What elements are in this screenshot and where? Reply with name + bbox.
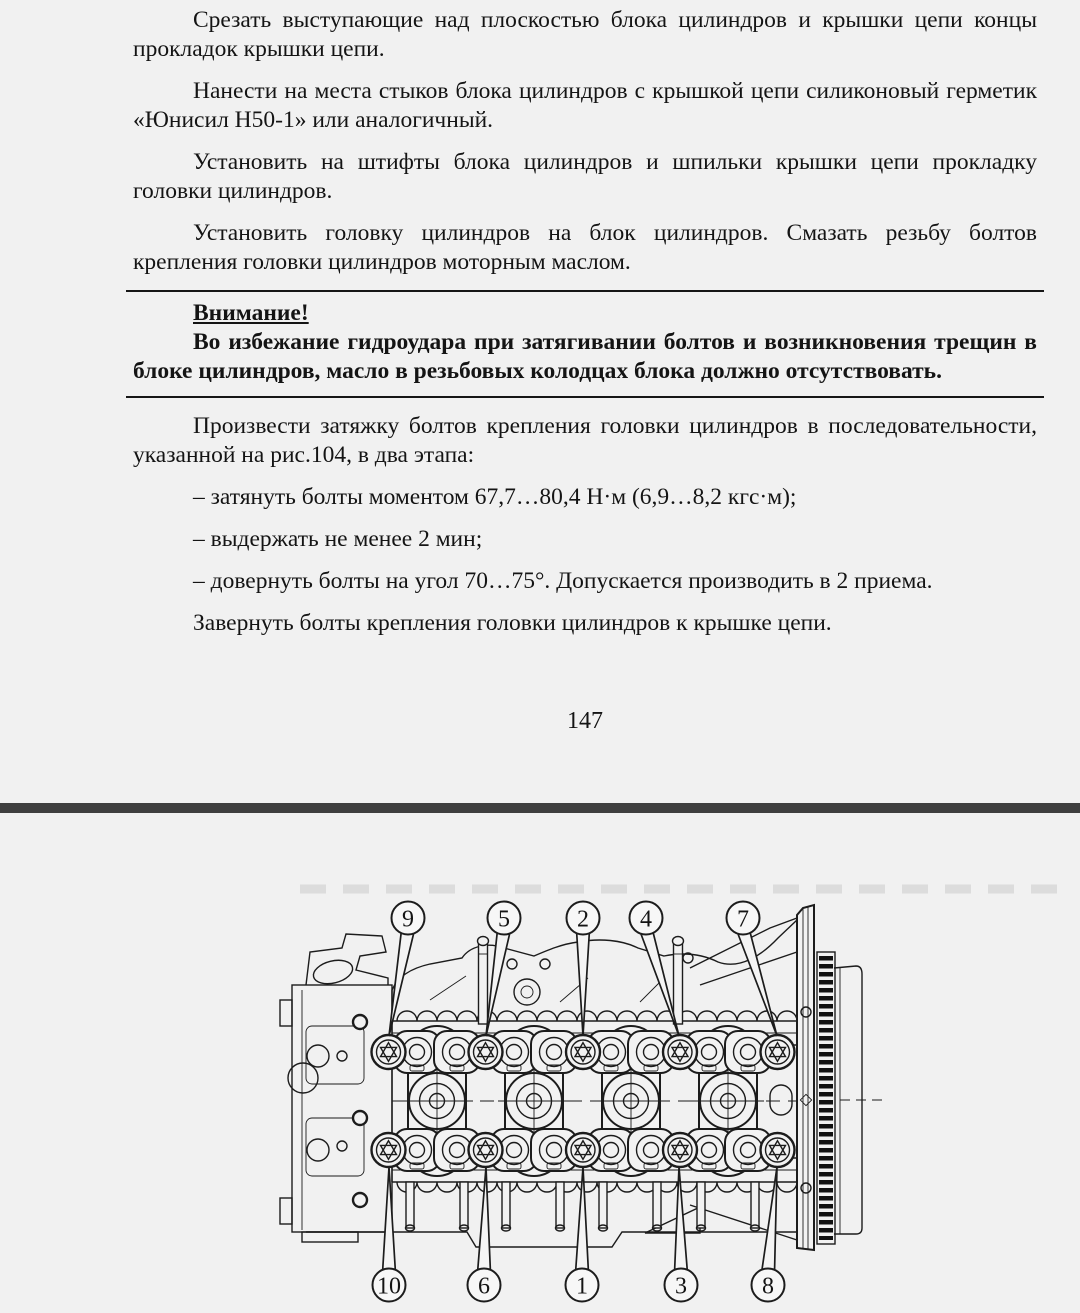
callout-leader-2 (577, 930, 590, 1036)
paragraph: Установить на штифты блока цилиндров и шпильки крышки цепи прокладку головки цилиндров. (133, 149, 1037, 204)
warning-body: Во избежание гидроудара при затягивании болтов и возникновения трещин в блоке цилиндров, масло в резьбовых колодцах блока должно отсутствовать. (133, 329, 1037, 384)
callout-leader-8 (762, 1167, 778, 1273)
callout-leader-6 (478, 1167, 491, 1273)
section-divider-bar (0, 803, 1080, 813)
callout-number-10: 10 (377, 1273, 401, 1300)
timing-cover (280, 934, 392, 1242)
callout-number-8: 8 (762, 1273, 774, 1300)
figure-svg (0, 813, 1080, 1313)
procedure-intro: Произвести затяжку болтов крепления головки цилиндров в последовательности, указанной на рис.104, в два этапа: (133, 413, 1037, 468)
procedure-step: – затянуть болты моментом 67,7…80,4 Н·м (6,9…8,2 кгс·м); (193, 484, 797, 510)
callout-number-7: 7 (737, 906, 749, 933)
procedure-step: – довернуть болты на угол 70…75°. Допускается производить в 2 приема. (193, 568, 933, 594)
warning-block (126, 290, 1044, 398)
callout-leader-9 (389, 930, 415, 1036)
procedure-closing: Завернуть болты крепления головки цилиндров к крышке цепи. (193, 610, 832, 636)
callout-number-5: 5 (498, 906, 510, 933)
paragraph: Нанести на места стыков блока цилиндров с крышкой цепи силиконовый герметик «Юнисил Н50-1» или аналогичный. (133, 78, 1037, 133)
callout-leader-5 (486, 930, 511, 1036)
figure-bolt-sequence (0, 813, 1080, 1313)
text-column (133, 6, 1037, 735)
page-number: 147 (567, 708, 603, 734)
callout-number-6: 6 (478, 1273, 490, 1300)
paragraph: Срезать выступающие над плоскостью блока цилиндров и крышки цепи концы прокладок крышки цепи. (133, 7, 1037, 62)
warning-title: Внимание! (193, 300, 309, 326)
paragraph: Установить головку цилиндров на блок цилиндров. Смазать резьбу болтов крепления головки цилиндров моторным маслом. (133, 220, 1037, 275)
callout-number-4: 4 (640, 906, 652, 933)
valve-cover (392, 920, 797, 1020)
callout-number-3: 3 (675, 1273, 687, 1300)
callout-number-9: 9 (402, 906, 414, 933)
procedure-step: – выдержать не менее 2 мин; (193, 526, 483, 552)
procedure-steps (133, 483, 1037, 596)
block-bottom (306, 1207, 797, 1247)
callout-number-1: 1 (576, 1273, 588, 1300)
callout-number-2: 2 (577, 906, 589, 933)
callout-leader-10 (383, 1167, 396, 1273)
